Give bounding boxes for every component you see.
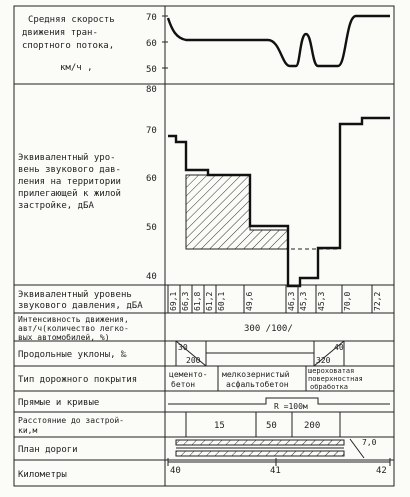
km-tick-42: 42	[376, 466, 387, 476]
svg-text:60: 60	[146, 174, 157, 184]
surface-treatment	[308, 367, 363, 391]
plan-mark: 7,0	[362, 438, 377, 447]
svg-text:бетон: бетон	[171, 380, 196, 389]
svg-text:Расстояние до застрой-: Расстояние до застрой-	[18, 416, 124, 425]
eq-value-0: 69,1	[169, 291, 178, 311]
intensity-value: 300 /100/	[244, 324, 293, 334]
svg-text:70: 70	[146, 126, 157, 136]
speed-row-label	[22, 15, 115, 73]
eq-value-6: 46,3	[287, 291, 296, 311]
eq-value-9: 70,0	[343, 291, 352, 311]
eq-value-7: 45,3	[299, 291, 308, 311]
svg-text:40: 40	[334, 343, 344, 352]
svg-text:70: 70	[146, 13, 157, 23]
grade-right-box	[314, 341, 344, 366]
eq-value-2: 61,8	[193, 291, 202, 311]
svg-text:звукового давления, дБА: звукового давления, дБА	[18, 301, 143, 311]
svg-text:асфальтобетон: асфальтобетон	[226, 380, 289, 389]
noise-axis-ticks	[146, 85, 157, 282]
svg-text:200: 200	[186, 356, 201, 365]
eq-level-label	[18, 290, 143, 311]
svg-text:Средняя скорость: Средняя скорость	[28, 15, 115, 25]
svg-text:поверхностная: поверхностная	[308, 375, 363, 383]
distance-3: 200	[304, 421, 321, 431]
grades-label: Продольные уклоны, ‰	[18, 350, 127, 360]
surface-asphalt	[222, 370, 290, 389]
svg-text:спортного потока,: спортного потока,	[22, 41, 115, 51]
svg-text:Интенсивность движения,: Интенсивность движения,	[18, 315, 129, 324]
km-tick-41: 41	[270, 466, 281, 476]
svg-text:ления на территории: ления на территории	[18, 177, 121, 187]
svg-text:ки,м: ки,м	[18, 426, 38, 435]
svg-text:застройке, дБА: застройке, дБА	[18, 201, 94, 211]
alignment-label: Прямые и кривые	[18, 398, 100, 408]
svg-text:60: 60	[146, 39, 157, 49]
eq-value-1: 66,3	[181, 291, 190, 311]
noise-hatched-excess-area	[186, 175, 288, 249]
eq-value-4: 60,1	[217, 291, 226, 311]
eq-value-8: 45,3	[317, 291, 326, 311]
svg-text:вень звукового дав-: вень звукового дав-	[18, 165, 121, 175]
eq-value-3: 61,2	[205, 291, 214, 311]
svg-text:обработка: обработка	[310, 383, 348, 391]
intensity-label	[18, 315, 129, 342]
svg-text:цементо-: цементо-	[169, 370, 208, 379]
svg-text:км/ч ,: км/ч ,	[60, 63, 93, 73]
svg-text:прилегающей к жилой: прилегающей к жилой	[18, 189, 121, 199]
grade-left-box	[176, 341, 206, 366]
svg-text:движения тран-: движения тран-	[22, 28, 98, 38]
surface-cement	[169, 370, 208, 389]
km-label: Километры	[18, 470, 67, 480]
distance-2: 50	[266, 421, 277, 431]
svg-text:шероховатая: шероховатая	[308, 367, 355, 375]
svg-text:50: 50	[146, 223, 157, 233]
eq-level-values	[168, 285, 382, 313]
svg-text:авт/ч(количество легко-: авт/ч(количество легко-	[18, 324, 129, 333]
svg-text:Эквивалентный уровень: Эквивалентный уровень	[18, 290, 132, 300]
surface-label: Тип дорожного покрытия	[18, 375, 138, 385]
svg-text:Эквивалентный уро-: Эквивалентный уро-	[18, 153, 116, 163]
svg-text:40: 40	[146, 272, 157, 282]
svg-text:320: 320	[316, 356, 331, 365]
road-plan-band	[176, 439, 364, 458]
distance-label	[18, 416, 124, 435]
speed-curve	[168, 16, 390, 66]
distance-1: 15	[214, 421, 225, 431]
svg-text:30: 30	[178, 343, 188, 352]
svg-text:мелкозернистый: мелкозернистый	[222, 370, 290, 379]
km-tick-40: 40	[170, 466, 181, 476]
svg-text:50: 50	[146, 65, 157, 75]
svg-text:вых автомобилей, %): вых автомобилей, %)	[18, 333, 110, 342]
eq-value-5: 49,6	[245, 291, 254, 311]
eq-value-10: 72,2	[373, 291, 382, 311]
plan-label: План дороги	[18, 445, 78, 455]
noise-row-label	[18, 153, 121, 211]
curve-radius: R =100м	[274, 402, 308, 411]
svg-text:80: 80	[146, 85, 157, 95]
